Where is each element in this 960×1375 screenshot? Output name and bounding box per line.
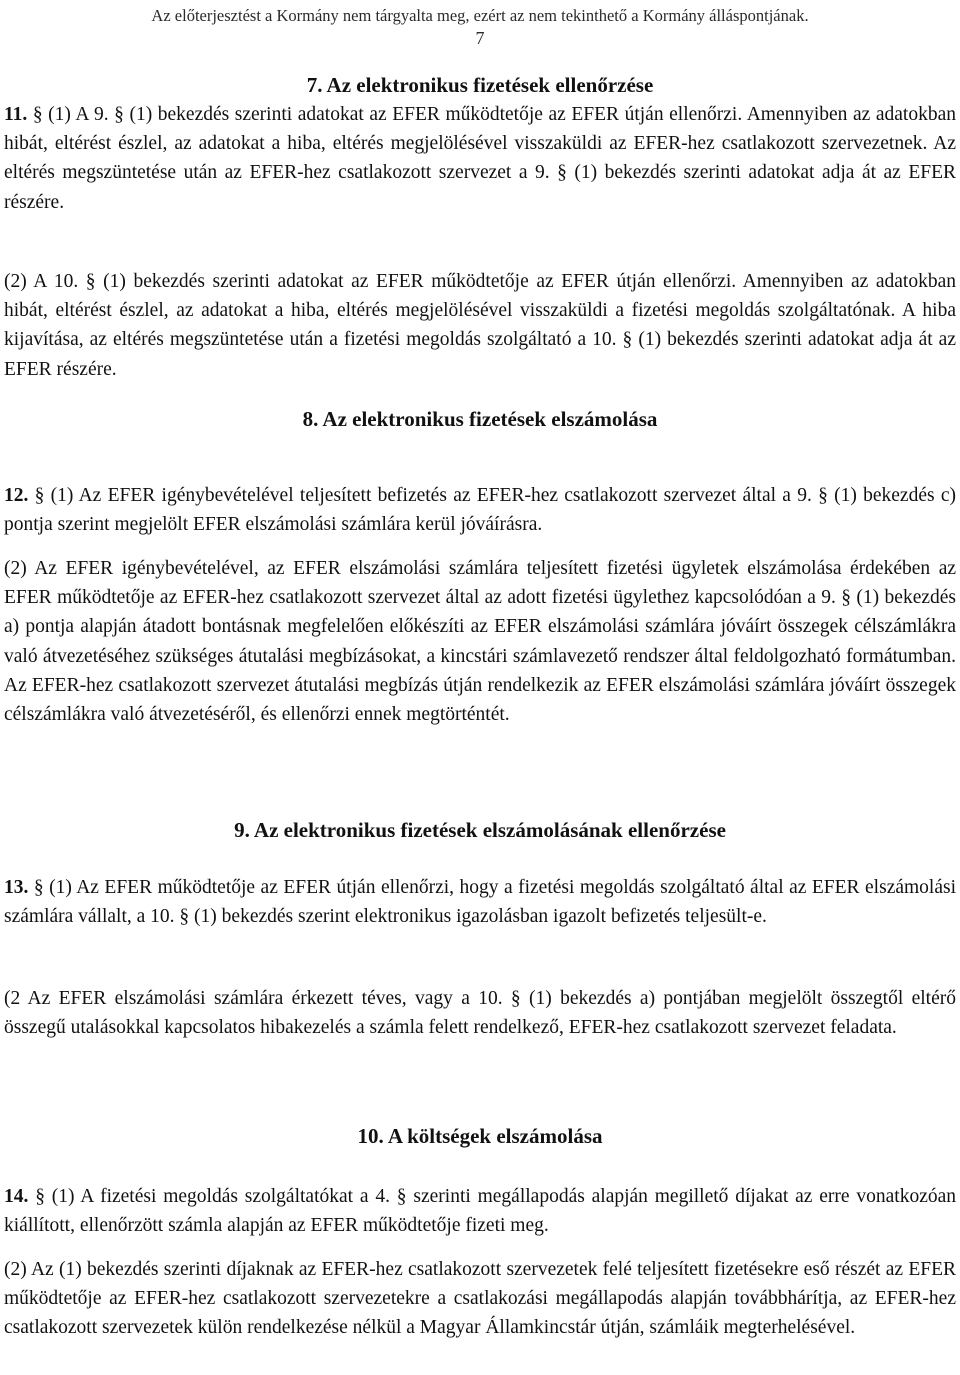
paragraph-number: 14. (4, 1186, 29, 1207)
paragraph-text: (2 Az EFER elszámolási számlára érkezett téves, vagy a 10. § (1) bekezdés a) pontjában megjelölt összegtől eltérő összegű utalásokkal kapcsolatos hibakezelés a számla felett rendelkező, EFER-hez csatlakozott szervezet feladata. (4, 988, 956, 1039)
paragraph (4, 554, 956, 729)
paragraph (4, 481, 956, 539)
paragraph-text: § (1) A 9. § (1) bekezdés szerinti adatokat az EFER működtetője az EFER útján ellenőrzi. Amennyiben az adatokban hibát, eltérést észlel, az adatokat a hiba, eltérés megjelölésével visszaküldi az EFER-hez csatlakozott szervezetnek. Az eltérés megszüntetése után az EFER-hez csatlakozott szervezet a 9. § (1) bekezdés szerinti adatokat adja át az EFER részére. (4, 104, 956, 213)
section-heading: 7. Az elektronikus fizetések ellenőrzése (306, 73, 654, 97)
paragraph (4, 267, 956, 384)
paragraph-number: 13. (4, 877, 29, 898)
paragraph (4, 100, 956, 217)
paragraph-text: (2) Az (1) bekezdés szerinti díjaknak az EFER-hez csatlakozott szervezetek felé teljesített fizetésekre eső részét az EFER működtetője az EFER-hez csatlakozott szervezetekre a csatlakozási megállapodás alapján továbbhárítja, az EFER-hez csatlakozott szervezetek külön rendelkezése nélkül a Magyar Államkincstár útján, számláik megterhelésével. (4, 1259, 956, 1339)
section-heading: 10. A költségek elszámolása (357, 1124, 603, 1148)
paragraph-text: § (1) Az EFER működtetője az EFER útján ellenőrzi, hogy a fizetési megoldás szolgáltató által az EFER elszámolási számlára vállalt, a 10. § (1) bekezdés szerint elektronikus igazolásban igazolt befizetés teljesült-e. (4, 877, 956, 928)
section-heading: 8. Az elektronikus fizetések elszámolása (302, 407, 658, 431)
paragraph (4, 1182, 956, 1240)
paragraph (4, 873, 956, 931)
header-notice: Az előterjesztést a Kormány nem tárgyalta meg, ezért az nem tekinthető a Kormány álláspontjának. (151, 6, 809, 25)
paragraph-text: (2) A 10. § (1) bekezdés szerinti adatokat az EFER működtetője az EFER útján ellenőrzi. Amennyiben az adatokban hibát, eltérést észlel, az adatokat a hiba, eltérés megjelölésével visszaküldi a fizetési megoldás szolgáltatónak. A hiba kijavítása, az eltérés megszüntetése után a fizetési megoldás szolgáltató a 10. § (1) bekezdés szerinti adatokat adja át az EFER részére. (4, 271, 956, 380)
page-number: 7 (475, 28, 485, 48)
paragraph-number: 11. (4, 104, 28, 125)
paragraph (4, 1255, 956, 1343)
section-heading: 9. Az elektronikus fizetések elszámolásának ellenőrzése (234, 818, 726, 842)
paragraph-number: 12. (4, 485, 29, 506)
paragraph-text: § (1) Az EFER igénybevételével teljesített befizetés az EFER-hez csatlakozott szervezet által a 9. § (1) bekezdés c) pontja szerint megjelölt EFER elszámolási számlára kerül jóváírásra. (4, 485, 956, 536)
paragraph-text: (2) Az EFER igénybevételével, az EFER elszámolási számlára teljesített fizetési ügyletek elszámolása érdekében az EFER működtetője az EFER-hez csatlakozott szervezet által az adott fizetési ügylethez kapcsolódóan a 9. § (1) bekezdés a) pontja alapján átadott bontásnak megfelelően előkészíti az EFER elszámolási számlára jóváírt összegek célszámlákra való átvezetéséhez szükséges átutalási megbízásokat, a kincstári számlavezető rendszer által feldolgozható formátumban. Az EFER-hez csatlakozott szervezet átutalási megbízás útján rendelkezik az EFER elszámolási számlára jóváírt összegek célszámlákra való átvezetéséről, és ellenőrzi ennek megtörténtét. (4, 558, 956, 726)
paragraph (4, 984, 956, 1042)
paragraph-text: § (1) A fizetési megoldás szolgáltatókat a 4. § szerinti megállapodás alapján megillető díjakat az erre vonatkozóan kiállított, ellenőrzött számla alapján az EFER működtetője fizeti meg. (4, 1186, 956, 1237)
